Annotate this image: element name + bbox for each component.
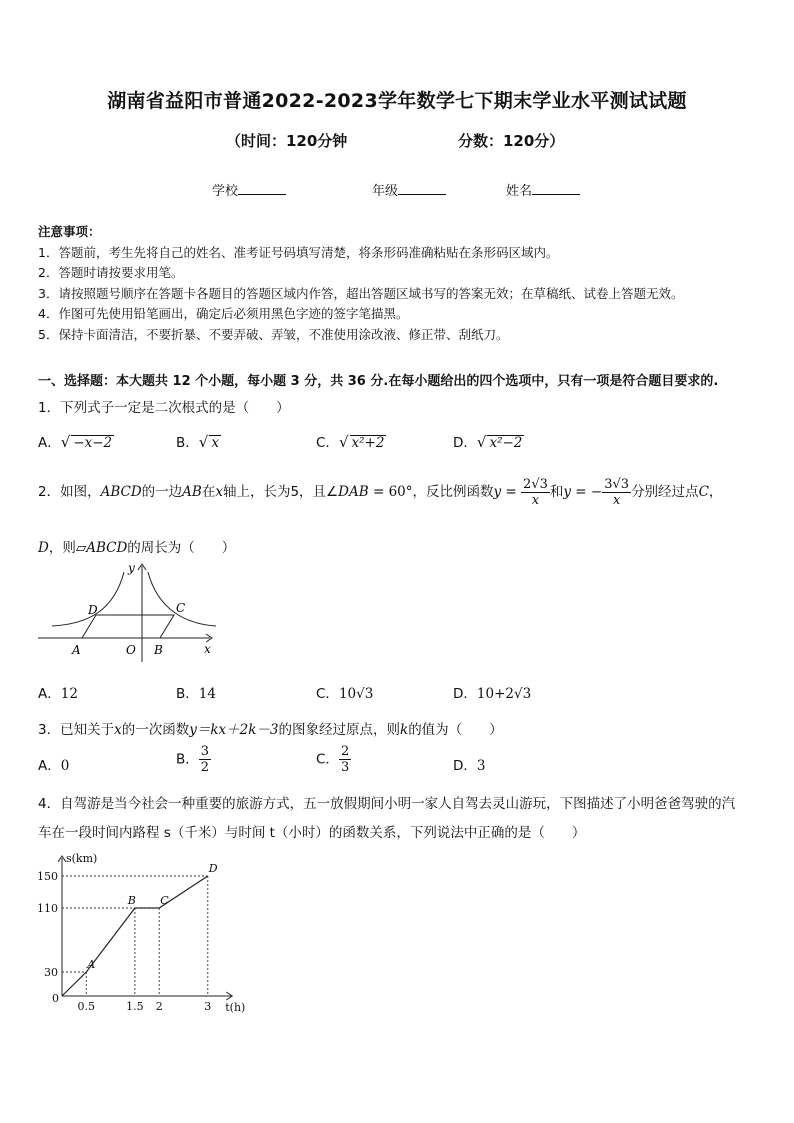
exam-time: （时间：120分钟 bbox=[226, 132, 348, 150]
question-4-line2: 车在一段时间内路程 s（千米）与时间 t（小时）的函数关系，下列说法中正确的是（ ） bbox=[38, 825, 586, 841]
q1-option-c[interactable]: C．√ x²+2 bbox=[316, 433, 385, 451]
name-label: 姓名 bbox=[506, 184, 533, 199]
q3-option-b[interactable]: B． $\frac{3}{2}$ bbox=[176, 744, 210, 775]
notice-item: 4．作图可先使用铅笔画出，确定后必须用黑色字迹的签字笔描黑。 bbox=[38, 306, 409, 321]
q2-fraction-1: $\frac{2√3}{x}$ bbox=[523, 476, 548, 508]
q2-label-o: O bbox=[126, 643, 136, 657]
name-blank[interactable] bbox=[532, 182, 580, 195]
school-label: 学校 bbox=[212, 184, 239, 199]
q4-chart bbox=[30, 850, 270, 1020]
q2-curve-left bbox=[52, 572, 124, 626]
q2-option-b[interactable]: B．14 bbox=[176, 686, 216, 702]
q1-option-d[interactable]: D．√ x²−2 bbox=[453, 433, 523, 451]
q2-figure bbox=[34, 560, 224, 664]
q1-expr-b: x bbox=[211, 435, 219, 451]
q2-curve-right bbox=[148, 572, 216, 626]
grade-blank[interactable] bbox=[398, 182, 446, 195]
notice-item: 5．保持卡面清洁，不要折暴、不要弄破、弄皱，不准使用涂改液、修正带、刮纸刀。 bbox=[38, 326, 509, 342]
q2-option-d[interactable]: D．10+2√3 bbox=[453, 686, 532, 702]
q1-expr-c: x²+2 bbox=[351, 435, 385, 451]
q4-xtick-label: 3 bbox=[204, 1000, 212, 1013]
q2-fraction-2: $\frac{3√3}{x}$ bbox=[604, 476, 630, 508]
question-2-stem-line1: 2．如图，ABCD的一边AB在x轴上，长为5，且∠DAB = 60°，反比例函数y = $\frac{2√3}{x}$ 和y = − $\frac{3√3}{x}$ 分别经过点C， bbox=[38, 476, 723, 508]
q4-xtick-label: 1.5 bbox=[126, 1000, 144, 1013]
q4-ytick-label: 150 bbox=[37, 870, 58, 883]
school-field[interactable] bbox=[212, 180, 286, 199]
q2-label-y: y bbox=[128, 561, 135, 575]
q2-label-d: D bbox=[88, 603, 98, 617]
q2-option-c[interactable]: C．10√3 bbox=[316, 686, 374, 702]
q4-xtick-label: 2 bbox=[155, 1000, 163, 1013]
q3-option-c[interactable]: C． $\frac{2}{3}$ bbox=[316, 744, 350, 775]
q2-option-a[interactable]: A．12 bbox=[38, 686, 78, 702]
q4-point-label-b: B bbox=[127, 894, 136, 907]
q2-label-x: x bbox=[204, 642, 211, 656]
q2-parallelogram bbox=[82, 615, 174, 638]
q4-ylabel: s(km) bbox=[66, 852, 98, 865]
q4-xlabel: t(h) bbox=[225, 1001, 246, 1014]
school-blank[interactable] bbox=[238, 182, 286, 195]
q4-xtick-label: 0.5 bbox=[77, 1000, 96, 1013]
q3-option-a[interactable]: A．0 bbox=[38, 758, 70, 774]
grade-label: 年级 bbox=[372, 184, 399, 199]
question-3-stem: 3．已知关于x的一次函数y＝kx＋2k－3的图象经过原点，则k的值为（ ） bbox=[38, 722, 503, 738]
section-heading: 一、选择题：本大题共 12 个小题，每小题 3 分，共 36 分.在每小题给出的四个选项中，只有一项是符合题目要求的. bbox=[38, 374, 719, 389]
q2-label-b: B bbox=[154, 643, 163, 657]
q4-ytick-label: 30 bbox=[44, 966, 58, 979]
q4-point-label-d: D bbox=[208, 862, 218, 875]
q3-option-d[interactable]: D．3 bbox=[453, 758, 486, 774]
q4-ytick-label: 110 bbox=[37, 902, 58, 915]
exam-title: 湖南省益阳市普通2022-2023学年数学七下期末学业水平测试试题 bbox=[107, 90, 687, 112]
name-field[interactable] bbox=[506, 180, 580, 199]
notice-item: 1．答题前，考生先将自己的姓名、准考证号码填写清楚，将条形码准确粘贴在条形码区域内。 bbox=[38, 244, 559, 260]
q1-expr-d: x²−2 bbox=[489, 435, 523, 451]
q2-label-c: C bbox=[176, 601, 186, 615]
q2-label-a: A bbox=[72, 643, 81, 657]
notice-block bbox=[38, 222, 768, 345]
question-2-stem-line2: D，则▱ABCD的周长为（ ） bbox=[38, 540, 236, 556]
question-4-line1: 4．自驾游是当今社会一种重要的旅游方式，五一放假期间小明一家人自驾去灵山游玩，下图描述了小明爸爸驾驶的汽 bbox=[38, 796, 736, 812]
question-1-stem: 1．下列式子一定是二次根式的是（ ） bbox=[38, 400, 290, 416]
notice-item: 2．答题时请按要求用笔。 bbox=[38, 265, 184, 280]
q1-option-b[interactable]: B．√ x bbox=[176, 433, 219, 451]
notice-title: 注意事项： bbox=[38, 224, 101, 239]
q4-point-label-a: A bbox=[87, 958, 96, 971]
exam-score: 分数：120分） bbox=[458, 132, 565, 150]
notice-item: 3．请按照题号顺序在答题卡各题目的答题区域内作答，超出答题区域书写的答案无效；在草稿纸、试卷上答题无效。 bbox=[38, 285, 684, 301]
q1-option-a[interactable]: A．√ −x−2 bbox=[38, 433, 113, 451]
q4-point-label-c: C bbox=[160, 894, 169, 907]
q4-xtick-label: 0 bbox=[52, 992, 59, 1005]
grade-field[interactable] bbox=[372, 180, 446, 199]
q1-expr-a: −x−2 bbox=[73, 435, 113, 451]
